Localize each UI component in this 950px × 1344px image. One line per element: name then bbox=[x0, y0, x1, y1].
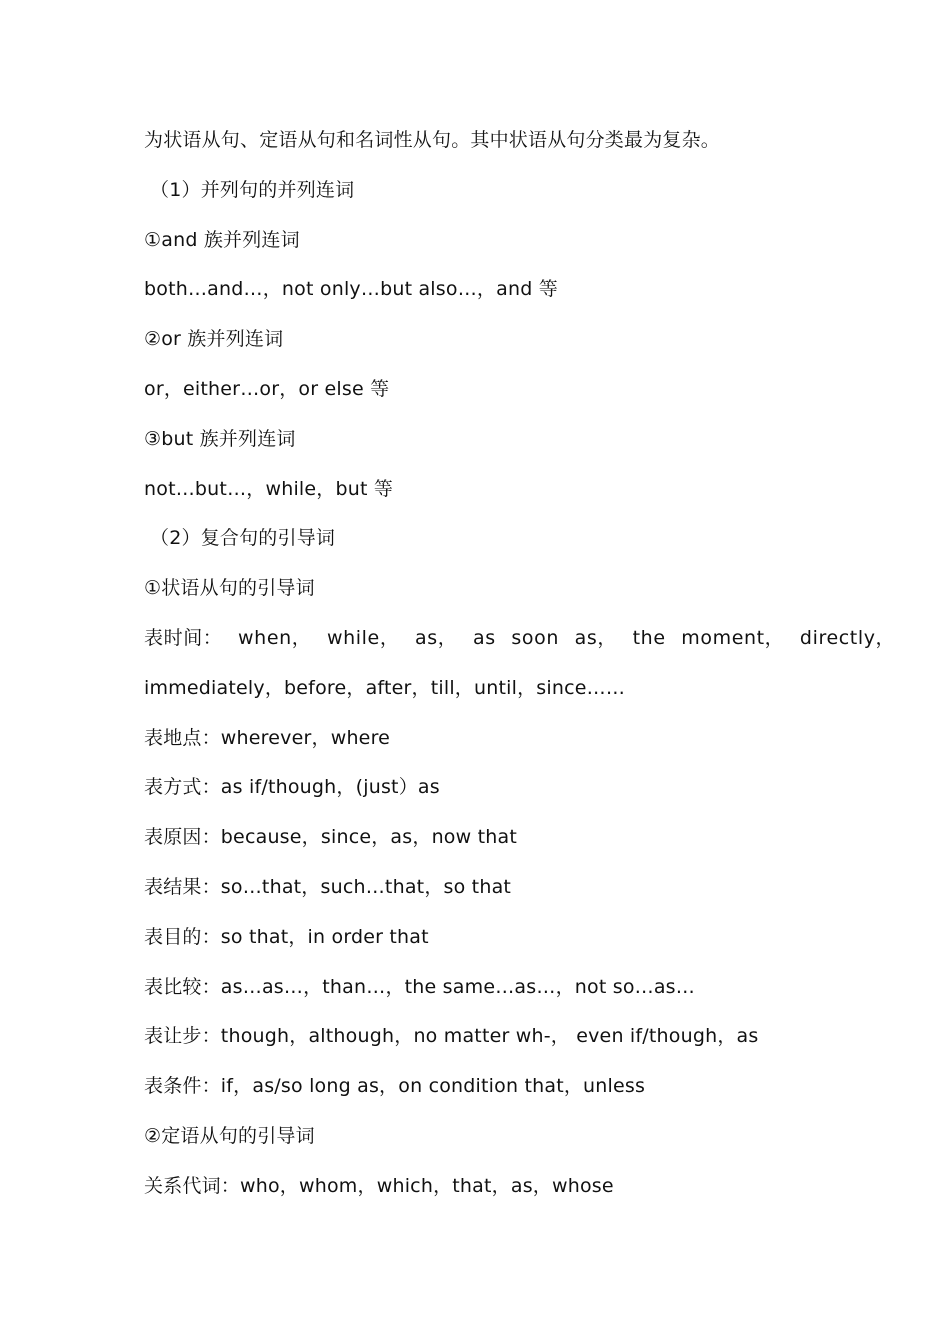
concession-introducers: 表让步：though，although，no matter wh-， even if/though，as bbox=[144, 1025, 759, 1048]
time-introducers-continued: immediately，before，after，till，until，since…… bbox=[144, 676, 626, 699]
section-heading-complex-sentence-introducers: （2）复合句的引导词 bbox=[150, 527, 336, 550]
place-introducers: 表地点：wherever，where bbox=[144, 726, 391, 749]
subheading-or-family: ②or 族并列连词 bbox=[144, 328, 284, 351]
manner-introducers: 表方式：as if/though，(just）as bbox=[144, 776, 440, 799]
comparison-introducers: 表比较：as…as…，than…，the same…as…，not so…as… bbox=[144, 975, 695, 998]
relative-pronouns: 关系代词：who，whom，which，that，as，whose bbox=[144, 1174, 614, 1197]
subheading-but-family: ③but 族并列连词 bbox=[144, 427, 296, 450]
time-introducers: 表时间： when， while， as， as soon as， the moment， directly， bbox=[144, 626, 896, 649]
condition-introducers: 表条件：if，as/so long as，on condition that，unless bbox=[144, 1075, 646, 1098]
subheading-and-family: ①and 族并列连词 bbox=[144, 228, 300, 251]
intro-sentence: 为状语从句、定语从句和名词性从句。其中状语从句分类最为复杂。 bbox=[144, 129, 721, 151]
or-family-examples: or，either…or，or else 等 bbox=[144, 377, 390, 400]
section-heading-coordinating-conjunctions: （1）并列句的并列连词 bbox=[150, 178, 355, 201]
reason-introducers: 表原因：because，since，as，now that bbox=[144, 826, 517, 849]
and-family-examples: both…and…，not only…but also…，and 等 bbox=[144, 278, 558, 301]
document-body bbox=[144, 116, 896, 1212]
result-introducers: 表结果：so…that，such…that，so that bbox=[144, 875, 512, 898]
purpose-introducers: 表目的：so that，in order that bbox=[144, 925, 429, 948]
subheading-attributive-clause: ②定语从句的引导词 bbox=[144, 1124, 315, 1147]
but-family-examples: not…but…，while，but 等 bbox=[144, 477, 394, 500]
subheading-adverbial-clause: ①状语从句的引导词 bbox=[144, 577, 315, 600]
